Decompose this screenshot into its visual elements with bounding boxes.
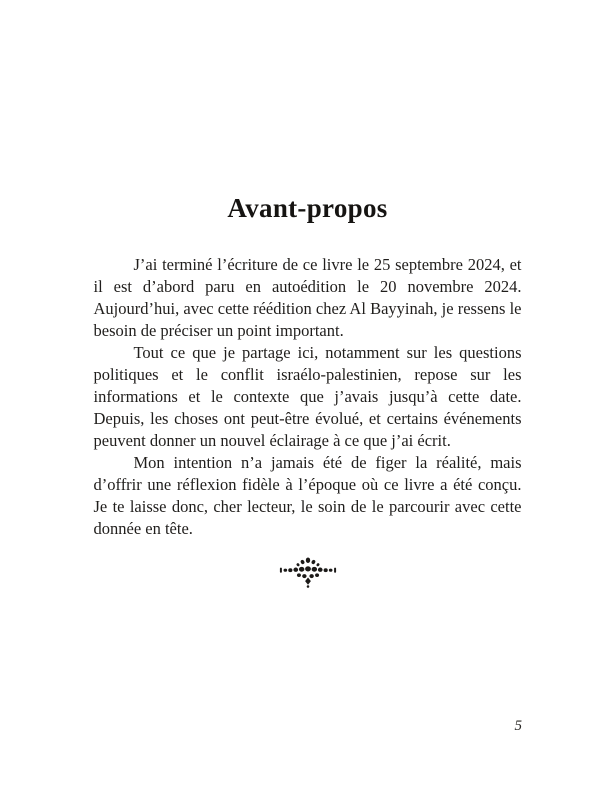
paragraph: Tout ce que je partage ici, notamment sur les questions politiques et le conflit israélo-palestinien, repose sur les informations et le contexte que j’avais jusqu’à cette date. Depuis, les choses ont peut-être évolué, et certains événements peuvent donner un nouvel éclairage à ce que j’ai écrit. xyxy=(93,343,522,450)
paragraph: J’ai terminé l’écriture de ce livre le 25 septembre 2024, et il est d’abord paru en autoédition le 20 novembre 2024. Aujourd’hui, avec cette réédition chez Al Bayyinah, je ressens le besoin de préciser un point important. xyxy=(93,255,522,340)
fleuron-ornament-icon xyxy=(279,555,337,572)
page-number: 5 xyxy=(514,718,522,734)
section-divider xyxy=(0,555,615,589)
page-title: Avant-propos xyxy=(227,193,388,223)
body-text xyxy=(94,254,522,540)
paragraph: Mon intention n’a jamais été de figer la réalité, mais d’offrir une réflexion fidèle à l’époque où ce livre a été conçu. Je te laisse donc, cher lecteur, le soin de le parcourir avec cette donnée en tête. xyxy=(93,453,522,538)
